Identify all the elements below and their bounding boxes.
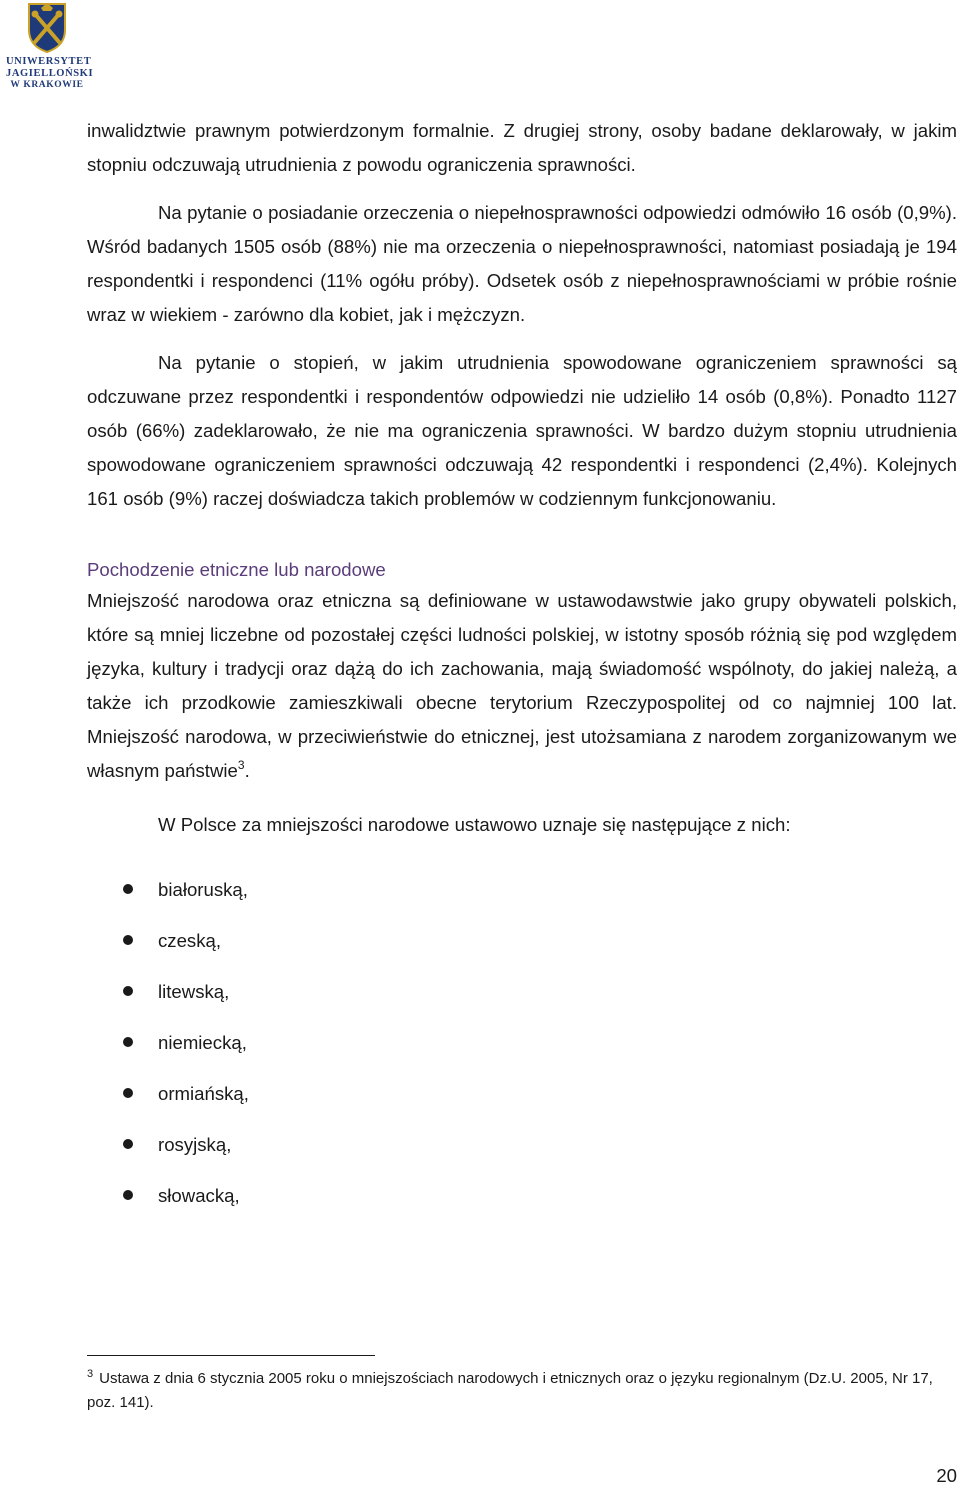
section-body: [87, 584, 957, 788]
minorities-intro: W Polsce za mniejszości narodowe ustawowo uznaje się następujące z nich:: [158, 814, 791, 835]
footnote-reference[interactable]: 3: [237, 758, 245, 772]
section-body-text: Mniejszość narodowa oraz etniczna są definiowane w ustawodawstwie jako grupy obywateli polskich, które są mniej liczebne od pozostałej części ludności polskiej, w istotny sposób różnią się pod względem języka, kultury i tradycji oraz dążą do ich zachowania, mają świadomość wspólnoty, do jakiej należą, a także ich przodkowie zamieszkiwali obecne terytorium Rzeczypospolitej od co najmniej 100 lat. Mniejszość narodowa, w przeciwieństwie do etnicznej, jest utożsamiana z narodem zorganizowanym we własnym państwie: [87, 590, 957, 781]
list-item: [87, 864, 957, 915]
logo-line-2: JAGIELLOŃSKI: [6, 68, 94, 79]
list-item-label: niemiecką,: [158, 1032, 247, 1053]
university-crest-icon: [27, 2, 67, 54]
footnote-number: 3: [87, 1368, 94, 1380]
logo-line-3: W KRAKOWIE: [10, 80, 84, 90]
bullet-icon: [123, 1190, 133, 1200]
list-item: [87, 915, 957, 966]
minorities-list: [87, 864, 957, 1221]
section-heading: Pochodzenie etniczne lub narodowe: [87, 559, 386, 580]
footnote-text: Ustawa z dnia 6 stycznia 2005 roku o mniejszościach narodowych i etnicznych oraz o języku regionalnym (Dz.U. 2005, Nr 17, poz. 141).: [87, 1370, 933, 1411]
bullet-icon: [123, 1088, 133, 1098]
paragraph-2: Na pytanie o posiadanie orzeczenia o niepełnosprawności odpowiedzi odmówiło 16 osób (0,9%). Wśród badanych 1505 osób (88%) nie ma orzeczenia o niepełnosprawności, natomiast posiadają je 194 respondentki i respondenci (11% ogółu próby). Odsetek osób z niepełnosprawnościami w próbie rośnie wraz w wiekiem - zarówno dla kobiet, jak i mężczyzn.: [87, 202, 957, 325]
bullet-icon: [123, 884, 133, 894]
bullet-icon: [123, 1037, 133, 1047]
list-item: [87, 1119, 957, 1170]
list-item: [87, 966, 957, 1017]
footnote: [87, 1367, 957, 1415]
bullet-icon: [123, 935, 133, 945]
footnote-divider: [87, 1355, 375, 1356]
section-body-end: .: [244, 760, 250, 781]
list-item-label: czeską,: [158, 930, 222, 951]
list-item-label: białoruską,: [158, 879, 248, 900]
university-logo: [6, 0, 94, 92]
paragraph-3: Na pytanie o stopień, w jakim utrudnienia spowodowane ograniczeniem sprawności są odczuwane przez respondentki i respondentów odpowiedzi nie udzieliło 14 osób (0,8%). Ponadto 1127 osób (66%) zadeklarowało, że nie ma ograniczenia sprawności. W bardzo dużym stopniu utrudnienia spowodowane ograniczeniem sprawności odczuwają 42 respondentki i respondenci (2,4%). Kolejnych 161 osób (9%) raczej doświadcza takich problemów w codziennym funkcjonowaniu.: [87, 352, 957, 509]
bullet-icon: [123, 986, 133, 996]
list-item-label: litewską,: [158, 981, 230, 1002]
list-item-label: rosyjską,: [158, 1134, 232, 1155]
list-item: [87, 1017, 957, 1068]
page-content: [87, 114, 957, 1221]
list-item-label: słowacką,: [158, 1185, 240, 1206]
paragraph-1: inwalidztwie prawnym potwierdzonym formalnie. Z drugiej strony, osoby badane deklarowały, w jakim stopniu odczuwają utrudnienia z powodu ograniczenia sprawności.: [87, 120, 957, 175]
page-number: 20: [936, 1465, 957, 1486]
logo-line-1: UNIWERSYTET: [6, 56, 92, 67]
bullet-icon: [123, 1139, 133, 1149]
list-item-label: ormiańską,: [158, 1083, 249, 1104]
list-item: [87, 1068, 957, 1119]
list-item: [87, 1170, 957, 1221]
